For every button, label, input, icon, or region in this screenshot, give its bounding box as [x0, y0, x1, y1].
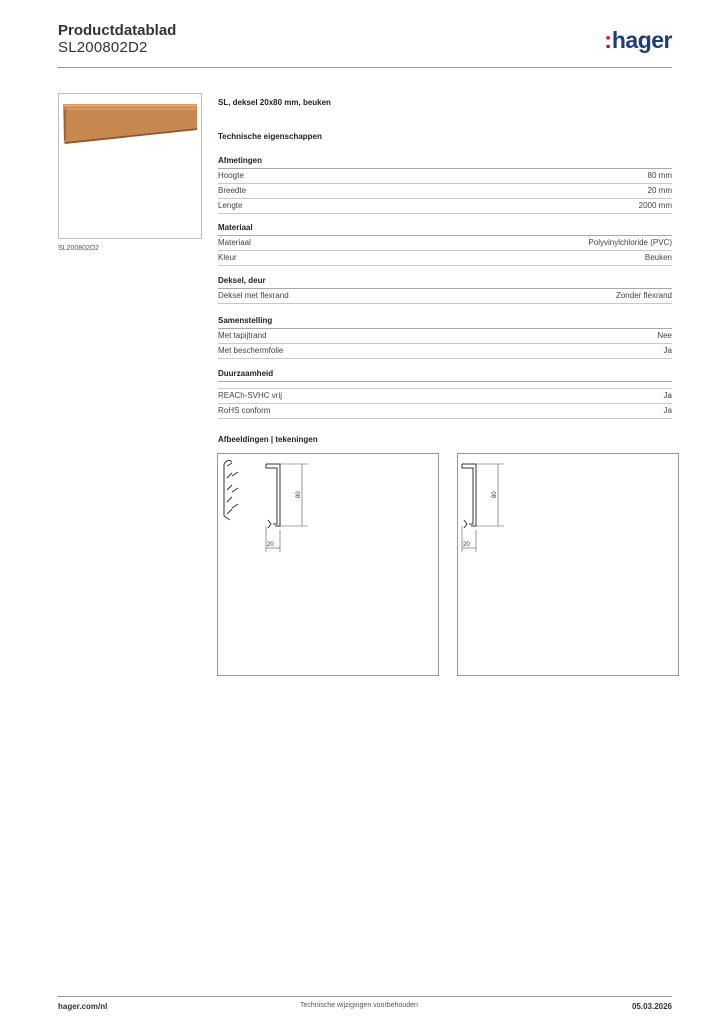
drawing-box-1 — [217, 453, 439, 676]
header-divider — [58, 67, 672, 68]
product-image-frame — [58, 93, 202, 239]
footer-website-link[interactable]: hager.com/nl — [58, 1002, 108, 1011]
drawings-heading: Afbeeldingen | tekeningen — [218, 435, 318, 444]
width-dimension — [266, 526, 280, 552]
spec-row — [218, 251, 672, 266]
width-dimension-label: 20 — [267, 542, 274, 548]
spec-row — [218, 184, 672, 199]
cover-profile — [462, 464, 476, 528]
section-title: Afmetingen — [218, 154, 672, 169]
spec-label: Met beschermfolie — [218, 346, 284, 355]
page-title: Productdatablad — [58, 22, 177, 39]
spec-value: 20 mm — [647, 186, 672, 195]
spec-value: Polyvinylchloride (PVC) — [588, 238, 672, 247]
height-dimension-label: 80 — [492, 491, 498, 498]
product-code-heading: SL200802D2 — [58, 39, 148, 56]
spec-value: Ja — [663, 391, 672, 400]
spec-row — [218, 388, 672, 404]
spec-value: Zonder flexrand — [615, 291, 672, 300]
section-title: Duurzaamheid — [218, 367, 672, 382]
section-title: Materiaal — [218, 221, 672, 236]
spec-label: Breedte — [218, 186, 247, 195]
spec-row — [218, 169, 672, 184]
spec-row — [218, 329, 672, 344]
height-dimension — [476, 464, 504, 526]
spec-label: RoHS conform — [218, 406, 271, 415]
height-dimension-label: 80 — [296, 491, 302, 498]
spec-label: Materiaal — [218, 238, 251, 247]
width-dimension — [462, 526, 476, 552]
section-duurzaamheid — [218, 367, 672, 419]
height-dimension — [280, 464, 308, 526]
technical-drawing-2 — [458, 454, 678, 675]
section-afmetingen — [218, 154, 672, 214]
product-name: SL, deksel 20x80 mm, beuken — [218, 98, 331, 107]
footer-divider — [58, 996, 672, 997]
product-image — [59, 94, 201, 238]
spec-value: Beuken — [644, 253, 672, 262]
spec-label: Hoogte — [218, 171, 244, 180]
spec-value: Nee — [657, 331, 672, 340]
spec-label: Met tapijtrand — [218, 331, 267, 340]
section-title: Samenstelling — [218, 314, 672, 329]
logo-colon: : — [604, 27, 612, 53]
section-materiaal — [218, 221, 672, 266]
section-deksel-deur — [218, 274, 672, 304]
spec-value: Ja — [663, 346, 672, 355]
spec-label: Deksel met flexrand — [218, 291, 289, 300]
cover-profile — [266, 464, 280, 528]
spec-row — [218, 404, 672, 419]
product-image-caption: SL200802D2 — [58, 245, 99, 252]
spec-value: 2000 mm — [638, 201, 672, 210]
section-samenstelling — [218, 314, 672, 359]
section-title: Deksel, deur — [218, 274, 672, 289]
footer-date: 05.03.2026 — [631, 1002, 672, 1011]
spec-row — [218, 199, 672, 214]
spec-value: 80 mm — [647, 171, 672, 180]
drawing-box-2 — [457, 453, 679, 676]
technical-drawing-1 — [218, 454, 438, 675]
hager-logo — [604, 27, 672, 54]
spec-label: REACh-SVHC vrij — [218, 391, 283, 400]
cover-top-face — [63, 104, 197, 107]
spec-row — [218, 344, 672, 359]
technical-properties-heading: Technische eigenschappen — [218, 132, 322, 141]
spec-row — [218, 236, 672, 251]
spec-label: Lengte — [218, 201, 243, 210]
width-dimension-label: 20 — [463, 542, 470, 548]
profile-variants-sketch — [224, 460, 238, 520]
spec-value: Ja — [663, 406, 672, 415]
spec-row — [218, 289, 672, 304]
spec-label: Kleur — [218, 253, 237, 262]
logo-text: hager — [611, 27, 672, 53]
footer-disclaimer: Technische wijzigingen voorbehouden — [300, 1002, 418, 1009]
